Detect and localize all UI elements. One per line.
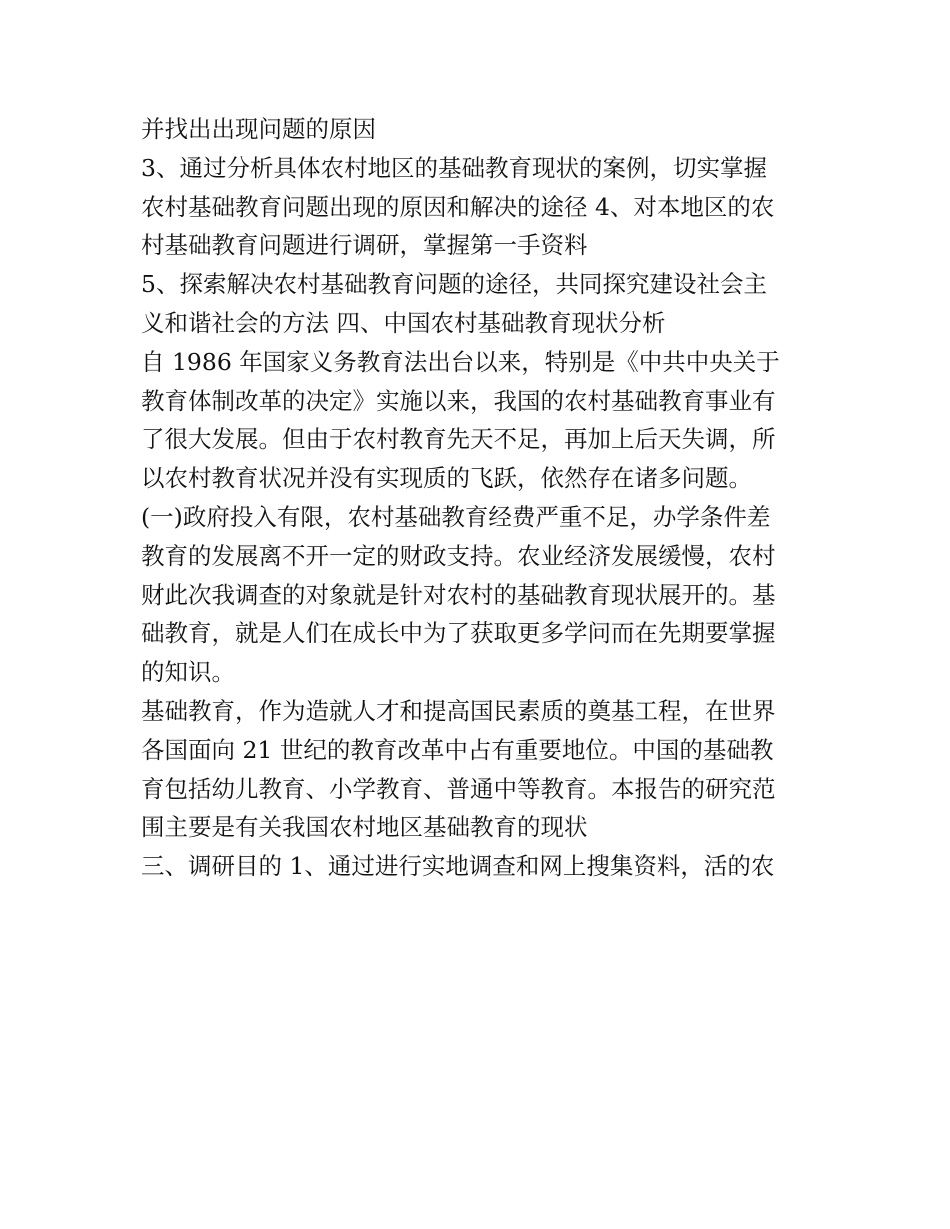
text-line: 各国面向 21 世纪的教育改革中占有重要地位。中国的基础教 <box>141 735 774 764</box>
text-line: 教育的发展离不开一定的财政支持。农业经济发展缓慢，农村 <box>141 541 776 570</box>
text-line: 了很大发展。但由于农村教育先天不足，再加上后天失调，所 <box>141 425 776 454</box>
text-line: 础教育，就是人们在成长中为了获取更多学问而在先期要掌握 <box>141 619 776 648</box>
text-line: 围主要是有关我国农村地区基础教育的现状 <box>141 813 588 842</box>
text-line: 三、调研目的 1、通过进行实地调查和网上搜集资料，活的农 <box>141 852 775 881</box>
text-line: 农村基础教育问题出现的原因和解决的途径 4、对本地区的农 <box>141 192 775 221</box>
text-line: 3、通过分析具体农村地区的基础教育现状的案例，切实掌握 <box>141 153 767 182</box>
text-line: 义和谐社会的方法 四、中国农村基础教育现状分析 <box>141 308 666 337</box>
text-line: 自 1986 年国家义务教育法出台以来，特别是《中共中央关于 <box>141 347 780 376</box>
text-line: 村基础教育问题进行调研，掌握第一手资料 <box>141 231 588 260</box>
text-line: 教育体制改革的决定》实施以来，我国的农村基础教育事业有 <box>141 386 776 415</box>
text-line: (一)政府投入有限，农村基础教育经费严重不足，办学条件差 <box>141 502 771 531</box>
document-body <box>141 110 841 886</box>
text-line: 并找出出现问题的原因 <box>141 115 376 143</box>
text-line: 基础教育，作为造就人才和提高国民素质的奠基工程，在世界 <box>141 696 776 725</box>
text-line: 财此次我调查的对象就是针对农村的基础教育现状展开的。基 <box>141 580 776 609</box>
text-line: 以农村教育状况并没有实现质的飞跃，依然存在诸多问题。 <box>141 464 752 493</box>
text-line: 育包括幼儿教育、小学教育、普通中等教育。本报告的研究范 <box>141 774 776 803</box>
text-line: 的知识。 <box>141 658 235 687</box>
text-line: 5、探索解决农村基础教育问题的途径，共同探究建设社会主 <box>141 270 767 299</box>
